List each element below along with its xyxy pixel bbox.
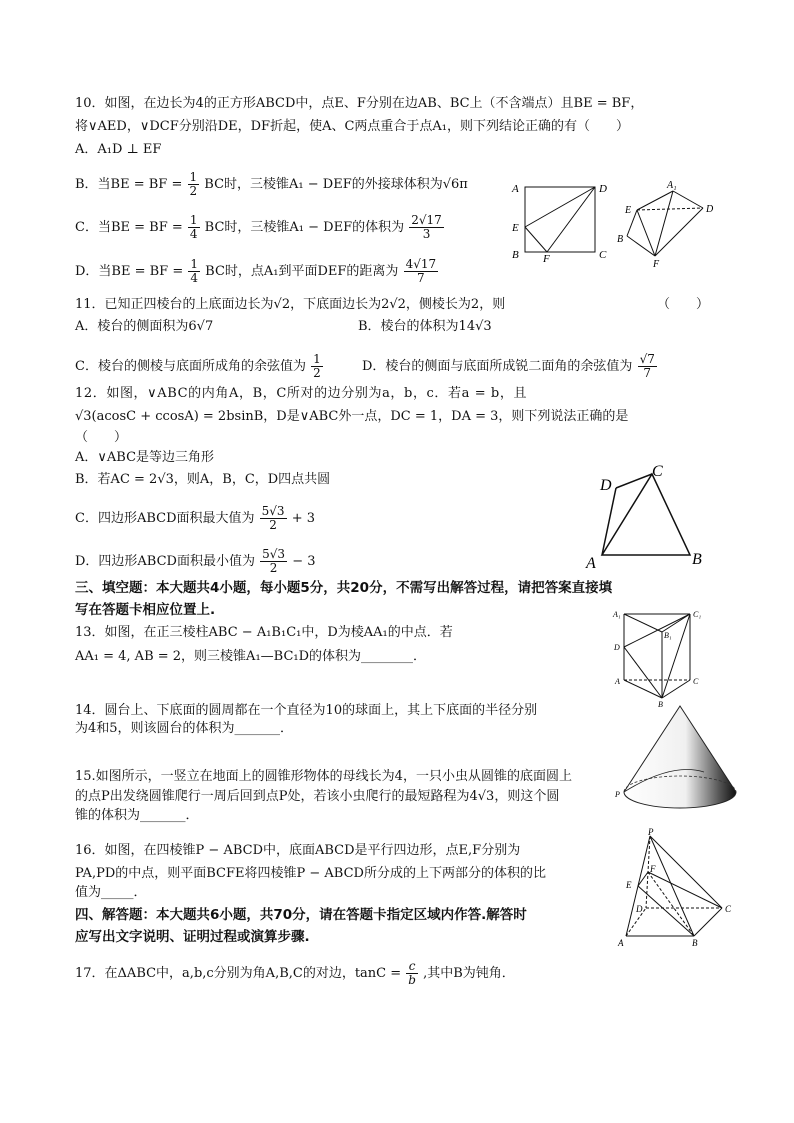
label-D: D [600, 477, 612, 494]
q10-option-b-post: BC时，三棱锥A₁ − DEF的外接球体积为√6π [204, 177, 468, 192]
fraction-numerator: 4√17 [405, 257, 437, 271]
q12-quadrilateral-figure [582, 462, 712, 572]
q13-prism-figure [610, 604, 705, 709]
label-C: C [652, 463, 663, 480]
label-B: B [692, 938, 698, 948]
q12-option-c [75, 505, 315, 532]
q11-option-d-text: D．棱台的侧面与底面所成锐二面角的余弦值为 [362, 359, 633, 374]
label-C: C [725, 904, 732, 914]
q10-option-c-mid: BC时，三棱锥A₁ − DEF的体积为 [204, 220, 405, 235]
label-D: D [636, 904, 643, 914]
fraction-denominator: 2 [269, 561, 278, 575]
fraction-numerator: 1 [313, 352, 321, 366]
label-D: D [614, 643, 620, 652]
q13-line1: 13．如图，在正三棱柱ABC − A₁B₁C₁中，D为棱AA₁的中点．若 [75, 625, 453, 640]
fraction-numerator: 5√3 [261, 504, 285, 518]
fraction-denominator: 3 [422, 227, 431, 241]
q10-option-b [75, 171, 468, 198]
q12-option-d-fraction [260, 548, 287, 575]
q12-option-d [75, 548, 315, 575]
q12-option-d-text: D．四边形ABCD面积最小值为 [75, 554, 255, 569]
label-A: A [586, 555, 596, 572]
fraction-numerator: 2√17 [411, 213, 442, 227]
q11-answer-paren: （ ） [657, 297, 710, 312]
label-C: C [693, 677, 699, 686]
q17-text-pre: 17．在ΔABC中，a,b,c分别为角A,B,C的对边，tanC = [75, 966, 402, 981]
q11-option-c-text: C．棱台的侧棱与底面所成角的余弦值为 [75, 359, 306, 374]
q10-option-d-mid: BC时，点A₁到平面DEF的距离为 [205, 264, 399, 279]
label-D: D [706, 204, 714, 215]
q15-line1: 15.如图所示，一竖立在地面上的圆锥形物体的母线长为4，一只小虫从圆锥的底面圆上 [75, 769, 572, 784]
q10-stem-line1: 10．如图，在边长为4的正方形ABCD中，点E、F分别在边AB、BC上（不含端点）且BE = BF， [75, 96, 644, 111]
section-4-heading-line2: 应写出文字说明、证明过程或演算步骤. [75, 929, 310, 945]
q17-text-post: ,其中B为钝角． [423, 966, 515, 981]
fraction-denominator: 2 [269, 518, 277, 532]
label-P: P [648, 827, 654, 837]
q12-option-b: B．若AC = 2√3，则A，B，C，D四点共圆 [75, 472, 331, 487]
q16-line2: PA,PD的中点，则平面BCFE将四棱锥P − ABCD所分成的上下两部分的体积的比 [75, 866, 546, 881]
q10-option-d-pre: D．当BE = BF = [75, 264, 184, 279]
label-A: A [618, 938, 624, 948]
label-P: P [615, 790, 620, 799]
label-C: C [599, 249, 607, 261]
label-F: F [653, 259, 660, 270]
q12-option-c-text: C．四边形ABCD面积最大值为 [75, 511, 255, 526]
fraction-numerator: 5√3 [262, 547, 286, 561]
fraction-numerator: 1 [190, 257, 199, 271]
label-A1: A₁ [667, 180, 677, 191]
label-E: E [625, 205, 632, 216]
q12-option-c-fraction [260, 505, 287, 532]
q12-option-d-post: − 3 [292, 554, 316, 569]
q15-cone-figure [612, 702, 742, 812]
fraction-denominator: 7 [643, 366, 652, 380]
q16-pyramid-figure [612, 826, 742, 951]
label-A: A [615, 677, 620, 686]
fraction-numerator: 1 [189, 213, 198, 227]
q10-stem-line2: 将∨AED，∨DCF分别沿DE，DF折起，使A、C两点重合于点A₁，则下列结论正确的有（ ） [75, 119, 630, 134]
q14-line1: 14．圆台上、下底面的圆周都在一个直径为10的球面上，其上下底面的半径分别 [75, 703, 538, 718]
q17-fraction [406, 960, 418, 987]
q10-option-c-fraction [188, 214, 200, 241]
q10-square-figure [510, 180, 610, 265]
fraction-denominator: 2 [313, 366, 321, 380]
q11-option-c-fraction [311, 353, 323, 380]
q11-option-c [75, 353, 324, 380]
fraction-denominator: 2 [189, 184, 198, 198]
q10-tetrahedron-figure [615, 178, 720, 268]
label-E: E [626, 880, 632, 890]
fraction-denominator: b [408, 973, 416, 987]
q16-line1: 16．如图，在四棱锥P − ABCD中，底面ABCD是平行四边形，点E,F分别为 [75, 843, 521, 858]
fraction-denominator: 7 [417, 271, 425, 285]
q10-option-b-fraction [188, 171, 200, 198]
q16-line3: 值为_____． [75, 885, 147, 900]
label-F: F [543, 253, 550, 265]
q11-option-d [362, 353, 658, 380]
q10-option-c [75, 214, 445, 241]
fraction-numerator: √7 [639, 352, 655, 366]
q10-option-d [75, 258, 439, 285]
q11-option-d-fraction [638, 353, 657, 380]
q17-line [75, 960, 515, 987]
label-A: A [512, 183, 519, 195]
label-A1: A₁ [613, 610, 621, 619]
fraction-numerator: 1 [189, 170, 198, 184]
label-B: B [658, 700, 663, 709]
q14-line2: 为4和5，则该圆台的体积为_______． [75, 721, 294, 736]
label-F: F [650, 864, 656, 874]
fraction-denominator: 4 [190, 271, 199, 285]
q13-line2: AA₁ = 4, AB = 2，则三棱锥A₁—BC₁D的体积为________． [75, 649, 427, 664]
label-E: E [512, 222, 519, 234]
q12-stem-line3: （ ） [75, 430, 128, 445]
label-C1: C₁ [693, 610, 702, 619]
q10-option-d-value [404, 258, 439, 285]
q10-option-c-pre: C．当BE = BF = [75, 220, 183, 235]
label-B: B [692, 551, 702, 568]
q12-option-c-post: + 3 [291, 511, 315, 526]
q10-option-d-fraction [188, 258, 200, 285]
fraction-numerator: c [406, 960, 418, 974]
q11-stem: 11．已知正四棱台的上底面边长为√2，下底面边长为2√2，侧棱长为2，则 [75, 297, 506, 312]
q12-stem-line1: 12．如图，∨ABC的内角A，B，C所对的边分别为a，b，c．若a = b，且 [75, 386, 528, 401]
q11-option-b: B．棱台的体积为14√3 [358, 319, 492, 334]
label-D: D [599, 183, 607, 195]
section-3-heading-line2: 写在答题卡相应位置上. [75, 602, 216, 618]
q15-line2: 的点P出发绕圆锥爬行一周后回到点P处，若该小虫爬行的最短路程为4√3，则这个圆 [75, 789, 560, 804]
q10-option-b-pre: B．当BE = BF = [75, 177, 183, 192]
label-B1: B₁ [664, 631, 672, 640]
q12-stem-line2: √3(acosC + ccosA) = 2bsinB，D是∨ABC外一点，DC = 1，DA = 3，则下列说法正确的是 [75, 409, 629, 424]
q15-line3: 锥的体积为_______． [75, 808, 199, 823]
section-3-heading-line1: 三、填空题：本大题共4小题，每小题5分，共20分，不需写出解答过程，请把答案直接填 [75, 580, 613, 596]
q11-option-a: A．棱台的侧面积为6√7 [75, 319, 214, 334]
q10-option-a: A．A₁D ⊥ EF [75, 142, 162, 157]
q12-option-a: A．∨ABC是等边三角形 [75, 450, 215, 465]
label-B: B [512, 249, 519, 261]
section-4-heading-line1: 四、解答题：本大题共6小题，共70分，请在答题卡指定区域内作答.解答时 [75, 907, 527, 923]
q10-option-c-value [409, 214, 444, 241]
fraction-denominator: 4 [189, 227, 198, 241]
label-B: B [617, 234, 624, 245]
